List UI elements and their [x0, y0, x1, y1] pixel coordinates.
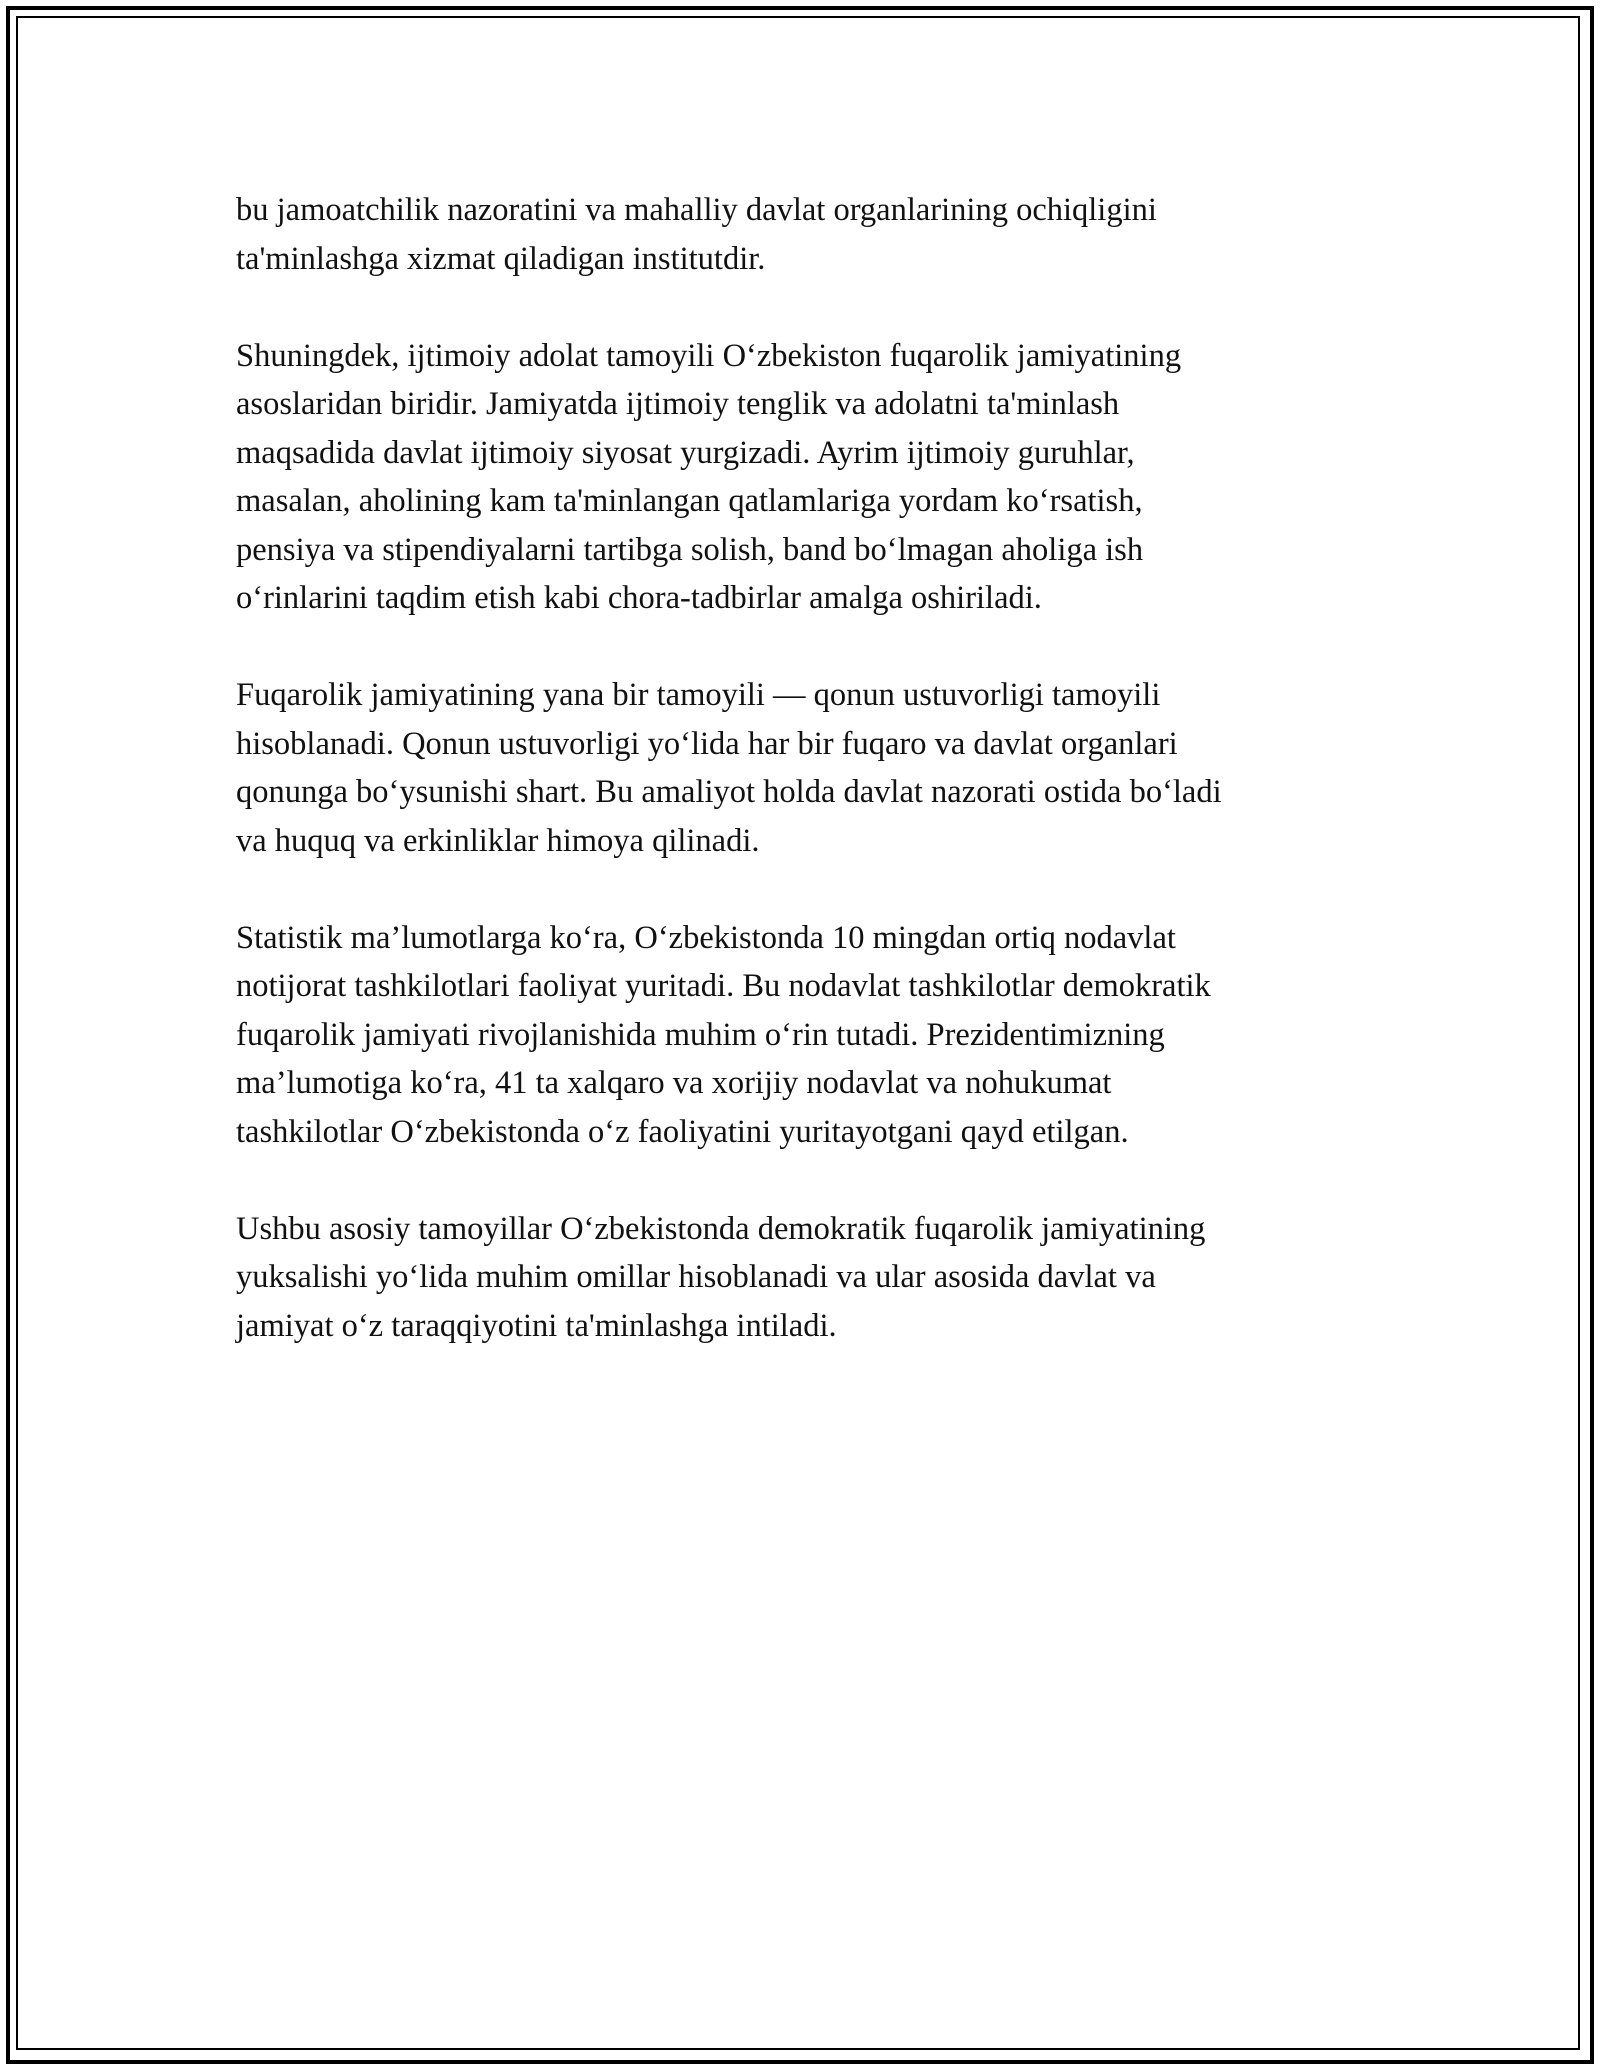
document-body [236, 186, 1386, 1399]
paragraph-3: Fuqarolik jamiyatining yana bir tamoyili — qonun ustuvorligi tamoyili hisoblanadi. Qonun ustuvorligi yo‘lida har bir fuqaro va davlat organlari qonunga bo‘ysunishi shart. Bu amaliyot holda davlat nazorati ostida bo‘ladi va huquq va erkinliklar himoya qilinadi. [236, 677, 1222, 859]
paragraph-5: Ushbu asosiy tamoyillar O‘zbekistonda demokratik fuqarolik jamiyatining yuksalishi yo‘lida muhim omillar hisoblanadi va ular asosida davlat va jamiyat o‘z taraqqiyotini ta'minlashga intiladi. [236, 1210, 1206, 1344]
paragraph-2: Shuningdek, ijtimoiy adolat tamoyili O‘zbekiston fuqarolik jamiyatining asoslaridan biridir. Jamiyatda ijtimoiy tenglik va adolatni ta'minlash maqsadida davlat ijtimoiy siyosat yurgizadi. Ayrim ijtimoiy guruhlar, masalan, aholining kam ta'minlangan qatlamlariga yordam ko‘rsatish, pensiya va stipendiyalarni tartibga solish, band bo‘lmagan aholiga ish o‘rinlarini taqdim etish kabi chora-tadbirlar amalga oshiriladi. [236, 337, 1182, 616]
paragraph-4: Statistik ma’lumotlarga ko‘ra, O‘zbekistonda 10 mingdan ortiq nodavlat notijorat tashkilotlari faoliyat yuritadi. Bu nodavlat tashkilotlar demokratik fuqarolik jamiyati rivojlanishida muhim o‘rin tutadi. Prezidentimizning ma’lumotiga ko‘ra, 41 ta xalqaro va xorijiy nodavlat va nohukumat tashkilotlar O‘zbekistonda o‘z faoliyatini yuritayotgani qayd etilgan. [236, 919, 1211, 1150]
paragraph-1: bu jamoatchilik nazoratini va mahalliy davlat organlarining ochiqligini ta'minlashga xizmat qiladigan institutdir. [236, 192, 1157, 277]
